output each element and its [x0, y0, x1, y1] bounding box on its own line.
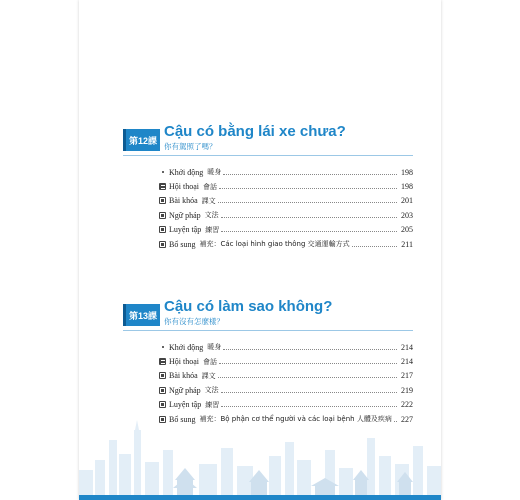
lesson-badge: 第13課: [123, 304, 160, 326]
header-divider: [123, 155, 413, 156]
toc-chinese: 練習: [205, 400, 220, 409]
supplement-icon: [159, 241, 166, 248]
toc-list: [159, 165, 413, 251]
toc-label: Khởi động: [169, 167, 204, 177]
toc-label: Luyện tập: [169, 400, 202, 410]
toc-label: Hội thoại: [169, 182, 199, 192]
toc-page-number: 214: [401, 342, 413, 352]
lesson-subtitle: 你有駕照了嗎？: [164, 142, 217, 151]
lesson-title: Cậu có bằng lái xe chưa?: [164, 123, 346, 140]
toc-label: Bài khóa: [169, 371, 198, 381]
toc-page-number: 201: [401, 196, 413, 206]
toc-row-warmup[interactable]: [159, 165, 413, 179]
toc-label: Ngữ pháp: [169, 385, 201, 395]
toc-chinese: 會話: [203, 357, 217, 366]
city-skyline-illustration: [79, 420, 441, 500]
toc-chinese: 會話: [203, 182, 217, 191]
lesson-header: [79, 296, 441, 330]
toc-label: Bổ sung: [169, 239, 196, 249]
toc-row-dialogue[interactable]: [159, 179, 413, 193]
toc-page-number: 198: [401, 182, 413, 192]
toc-chinese: 課文: [201, 371, 216, 380]
toc-label: Hội thoại: [169, 357, 199, 367]
toc-label: Khởi động: [169, 342, 204, 352]
toc-chinese: 補充：Các loại hình giao thông 交通運輸方式: [199, 240, 350, 249]
practice-icon: [159, 226, 166, 233]
toc-row-dialogue[interactable]: [159, 354, 413, 368]
toc-row-text[interactable]: [159, 369, 413, 383]
toc-label: Bổ sung: [169, 414, 196, 424]
toc-row-grammar[interactable]: [159, 208, 413, 222]
toc-row-practice[interactable]: [159, 398, 413, 412]
dialogue-icon: [159, 358, 166, 365]
toc-page-number: 198: [401, 167, 413, 177]
grammar-icon: [159, 212, 166, 219]
dot-leader: [218, 202, 397, 203]
toc-page-number: 219: [401, 385, 413, 395]
toc-row-grammar[interactable]: [159, 383, 413, 397]
bottom-accent-bar: [79, 495, 441, 500]
dot-leader: [218, 377, 397, 378]
toc-list: [159, 340, 413, 426]
toc-chinese: 文法: [204, 211, 219, 220]
toc-row-text[interactable]: [159, 194, 413, 208]
dot-leader: [223, 349, 397, 350]
toc-page-number: 222: [401, 400, 413, 410]
dot-leader: [221, 406, 397, 407]
toc-chinese: 暖身: [207, 343, 222, 352]
practice-icon: [159, 401, 166, 408]
dot-leader: [221, 392, 397, 393]
toc-label: Ngữ pháp: [169, 210, 201, 220]
toc-page-number: 227: [401, 414, 413, 424]
toc-chinese: 練習: [205, 225, 220, 234]
lesson-badge: 第12課: [123, 129, 160, 151]
book-page: [79, 0, 441, 500]
lesson-13-section: [79, 296, 441, 424]
lesson-title: Cậu có làm sao không?: [164, 298, 333, 315]
dot-leader: [221, 231, 397, 232]
bullet-dot-icon: [159, 169, 166, 176]
toc-chinese: 文法: [204, 386, 219, 395]
toc-chinese: 補充：Bộ phận cơ thể người và các loại bệnh 人體及疾病: [199, 415, 392, 424]
lesson-subtitle: 你有沒有怎麼樣？: [164, 317, 224, 326]
toc-page-number: 211: [401, 239, 413, 249]
toc-page-number: 214: [401, 357, 413, 367]
dot-leader: [219, 363, 397, 364]
header-divider: [123, 330, 413, 331]
dialogue-icon: [159, 183, 166, 190]
lesson-12-section: [79, 121, 441, 249]
grammar-icon: [159, 387, 166, 394]
text-icon: [159, 372, 166, 379]
toc-page-number: 205: [401, 225, 413, 235]
dot-leader: [219, 188, 397, 189]
toc-label: Bài khóa: [169, 196, 198, 206]
dot-leader: [223, 174, 397, 175]
dot-leader: [221, 217, 397, 218]
toc-page-number: 203: [401, 210, 413, 220]
text-icon: [159, 197, 166, 204]
toc-chinese: 暖身: [207, 168, 222, 177]
toc-row-practice[interactable]: [159, 223, 413, 237]
toc-row-supplement[interactable]: [159, 237, 413, 251]
bullet-dot-icon: [159, 344, 166, 351]
lesson-header: [79, 121, 441, 155]
dot-leader: [352, 246, 397, 247]
toc-page-number: 217: [401, 371, 413, 381]
toc-row-warmup[interactable]: [159, 340, 413, 354]
toc-chinese: 課文: [201, 196, 216, 205]
toc-label: Luyện tập: [169, 225, 202, 235]
